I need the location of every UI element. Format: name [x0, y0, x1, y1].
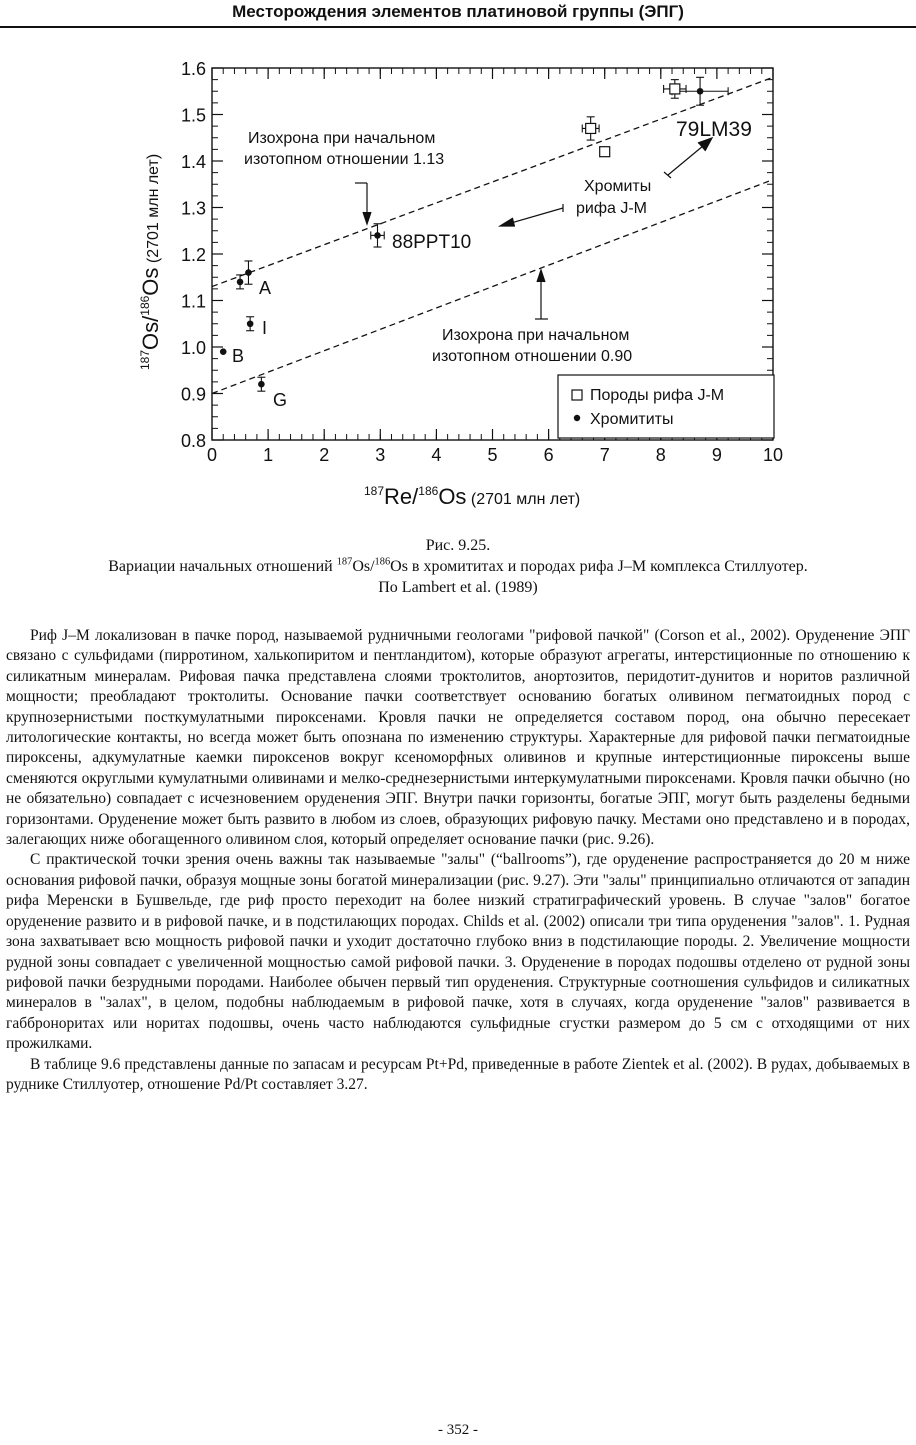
y-tick-label: 1.0 — [180, 338, 206, 358]
paragraph-2: С практической точки зрения очень важны так называемые "залы" (“ballrooms”), где оруденение распространяется до 20 м ниже основания рифовой пачки, образуя мощные зоны богатой минерализации (рис. 9.27). Эти "залы" принципиально отличаются от западин рифа Меренски в Бушвельде, где риф просто переходит на более низкий стратиграфический уровень. В случае "залов" богатое оруденение развито и в рифовой пачке, и в подстилающих породах. Childs et al. (2002) описали три типа оруденения "залов". 1. Рудная зона захватывает всю мощность рифовой пачки и уходит достаточно глубоко вниз в подстилающие породы. 2. Увеличение мощности рудной зоны совпадает с увеличенной мощностью самой рифовой пачки. 3. Оруденение в породах подошвы отделено от рудной зоны рифовой пачки безрудными породами. Наиболее обычен первый тип оруденения. Структурные соотношения сульфидов и силикатных минералов в "залах", в целом, подобны наблюдаемым в рифовой пачке, хотя в случаях, когда оруденение "залов" развивается в габброноритах или норитах подошвы, очень часто наблюдаются сульфидные сгустки размером до 5 см с отходящими от них прожилками. — [6, 851, 910, 1053]
y-tick-label: 1.4 — [180, 152, 206, 172]
x-tick-label: 3 — [375, 445, 386, 465]
y-tick-label: 1.1 — [180, 291, 206, 312]
arrow-to-88ppt10 — [500, 204, 563, 226]
figure-caption-line-2: По Lambert et al. (1989) — [378, 579, 538, 596]
x-tick-label: 1 — [263, 445, 274, 465]
paragraph-3: В таблице 9.6 представлены данные по запасам и ресурсам Pt+Pd, приведенные в работе Zientek et al. (2002). В рудах, добываемых в руднике Стиллуотер, отношение Pd/Pt составляет 3.27. — [6, 1055, 910, 1093]
chromitite-point — [697, 88, 704, 95]
chart-legend — [558, 375, 774, 438]
header-rule — [0, 26, 916, 28]
arrow-to-79lm39 — [664, 138, 712, 178]
legend-dot-marker — [574, 415, 580, 421]
sample-79lm39-label: 79LM39 — [676, 118, 752, 141]
chromitite-point — [247, 320, 254, 327]
figure-caption-label: Рис. 9.25. — [425, 537, 491, 554]
chromites-label-2: рифа J-M — [576, 200, 647, 217]
point-label-a: A — [259, 278, 272, 298]
x-tick-label: 4 — [431, 445, 442, 465]
point-label-b: B — [232, 346, 245, 366]
x-tick-label: 0 — [206, 445, 218, 465]
isochron-low-label-2: изотопном отношении 0.90 — [432, 348, 633, 365]
x-axis-label: $^{187}$Re/$^{186}$Os (2701 млн лет) — [364, 484, 581, 509]
x-tick-label: 5 — [487, 445, 498, 465]
isochron-high-label-2: изотопном отношении 1.13 — [244, 151, 445, 168]
rock-point — [600, 147, 610, 157]
chromites-label-1: Хромиты — [584, 178, 652, 195]
point-label-i: I — [262, 318, 268, 338]
isochron-line-0 — [212, 77, 773, 286]
arrow-isochron-high — [355, 183, 371, 224]
y-axis-label: $^{187}$Os/$^{186}$Os (2701 млн лет) — [138, 153, 163, 370]
paragraph-1: Риф J–M локализован в пачке пород, называемой рудничными геологами "рифовой пачкой" (Corson et al., 2002). Оруденение ЭПГ связано с сульфидами (пирротином, халькопиритом и пентландитом), которые образуют агрегаты, интерстиционные по отношению к силикатным минералам. Рифовая пачка представлена слоями троктолитов, анортозитов, перидотит-дунитов и норитов различной мощности; преобладают троктолиты. Основание пачки соответствует основанию богатых оливином пегматоидных пород с крупнозернистыми посткумулатными пироксенами. Кровля пачки не определяется составом пород, она обычно пересекает литологические контакты, но всегда может быть опознана по изменению структуры. Характерные для рифовой пачки пегматоидные пироксены, адкумулатные каемки пироксенов вокруг ксеноморфных оливинов и крупные интерстиционные пироксены выше сменяются округлыми кумулатными оливинами и мелко-среднезернистыми интеркумулатными пироксенами. Кровля пачки обычно (но не обязательно) совпадает с исчезновением оруденения ЭПГ. Внутри пачки горизонты, богатые ЭПГ, могут быть разделены бедными горизонтами. Оруденение может быть развито в любом из слоев, образующих рифовую пачку. Местами оно представлено и в породах, залегающих ниже обогащенного оливином слоя, который определяет основание пачки (рис. 9.26). — [6, 627, 910, 849]
y-tick-label: 1.5 — [180, 105, 206, 126]
y-tick-label: 1.6 — [180, 59, 206, 79]
point-label-g: G — [273, 390, 288, 410]
sample-88ppt10-label: 88PPT10 — [392, 232, 472, 253]
rock-point — [670, 84, 680, 94]
legend-item-chromitites: Хромититы — [590, 411, 674, 428]
x-tick-label: 10 — [762, 445, 784, 465]
x-tick-label: 7 — [599, 445, 610, 465]
y-tick-label: 0.9 — [180, 384, 206, 405]
rock-point — [586, 123, 596, 133]
chromitite-point — [237, 279, 244, 286]
chromitite-point — [245, 269, 252, 276]
x-tick-label: 6 — [543, 445, 554, 465]
x-tick-label: 9 — [711, 445, 722, 465]
figure-caption-line-1: Вариации начальных отношений $^{187}$Os/$^{186}$Os в хромититах и породах рифа J–M комплекса Стиллуотер. — [108, 556, 808, 575]
y-tick-label: 0.8 — [180, 431, 206, 451]
isochron-chart — [0, 40, 916, 540]
chromitite-point — [258, 381, 265, 388]
legend-item-rocks: Породы рифа J-M — [590, 387, 725, 404]
chromitite-point — [220, 348, 227, 355]
body-text — [6, 626, 910, 1095]
isochron-high-label-1: Изохрона при начальном — [248, 130, 436, 147]
x-tick-label: 8 — [655, 445, 666, 465]
arrow-isochron-low — [535, 270, 548, 319]
running-header: Месторождения элементов платиновой группы (ЭПГ) — [232, 2, 684, 21]
y-tick-label: 1.3 — [180, 198, 206, 219]
page-number: - 352 - — [438, 1422, 478, 1438]
isochron-low-label-1: Изохрона при начальном — [442, 327, 630, 344]
y-tick-label: 1.2 — [180, 245, 206, 265]
legend-square-marker — [572, 390, 582, 400]
chromitite-point — [374, 232, 381, 239]
x-tick-label: 2 — [319, 445, 330, 465]
